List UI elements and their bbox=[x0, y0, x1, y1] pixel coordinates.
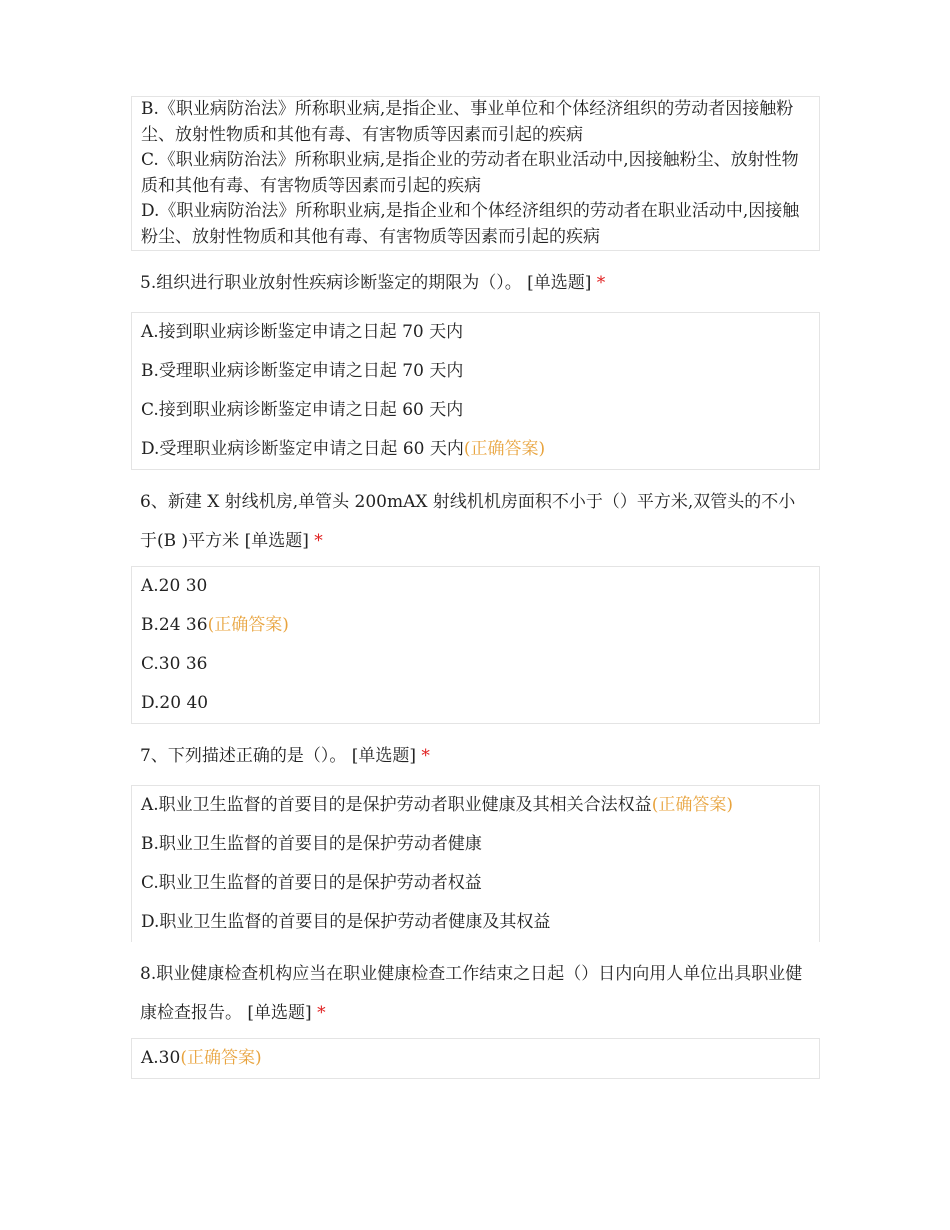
correct-answer-label: (正确答案) bbox=[207, 615, 289, 635]
q7-option-b[interactable]: B.职业卫生监督的首要目的是保护劳动者健康 bbox=[141, 834, 482, 854]
correct-answer-label: (正确答案) bbox=[180, 1048, 262, 1068]
q4-option-b[interactable]: B.《职业病防治法》所称职业病,是指企业、事业单位和个体经济组织的劳动者因接触粉尘、放射性物质和其他有毒、有害物质等因素而引起的疾病 bbox=[141, 99, 794, 145]
q6-option-a[interactable]: A.20 30 bbox=[141, 576, 208, 596]
q5-option-c[interactable]: C.接到职业病诊断鉴定申请之日起 60 天内 bbox=[141, 400, 464, 420]
correct-answer-label: (正确答案) bbox=[651, 795, 733, 815]
q5-option-b[interactable]: B.受理职业病诊断鉴定申请之日起 70 天内 bbox=[141, 361, 464, 381]
correct-answer-label: (正确答案) bbox=[463, 439, 546, 459]
required-mark: * bbox=[421, 746, 430, 766]
q6-option-b[interactable] bbox=[141, 606, 810, 645]
q7-option-a[interactable] bbox=[141, 786, 810, 825]
q5-option-d-text: D.受理职业病诊断鉴定申请之日起 60 天内 bbox=[141, 439, 464, 459]
q8-option-a-text: A.30 bbox=[141, 1048, 181, 1068]
q4-option-c[interactable]: C.《职业病防治法》所称职业病,是指企业的劳动者在职业活动中,因接触粉尘、放射性物质和其他有毒、有害物质等因素而引起的疾病 bbox=[141, 150, 799, 196]
q6-option-d[interactable]: D.20 40 bbox=[141, 693, 209, 713]
q7-option-d[interactable]: D.职业卫生监督的首要目的是保护劳动者健康及其权益 bbox=[141, 912, 551, 932]
q6-title bbox=[131, 483, 820, 561]
q5-option-a[interactable]: A.接到职业病诊断鉴定申请之日起 70 天内 bbox=[141, 322, 464, 342]
q5-option-d[interactable] bbox=[141, 430, 810, 469]
required-mark: * bbox=[596, 273, 606, 293]
q8-options bbox=[131, 1038, 820, 1079]
q8-title bbox=[131, 955, 820, 1033]
q6-option-c[interactable]: C.30 36 bbox=[141, 654, 208, 674]
q6-option-b-text: B.24 36 bbox=[141, 615, 208, 635]
q7-title bbox=[131, 737, 820, 776]
q8-option-a[interactable] bbox=[141, 1039, 810, 1078]
q5-title bbox=[131, 264, 820, 303]
q4-options bbox=[131, 96, 820, 251]
q7-option-a-text: A.职业卫生监督的首要目的是保护劳动者职业健康及其相关合法权益 bbox=[141, 795, 652, 815]
q5-options bbox=[131, 312, 820, 470]
q6-options bbox=[131, 566, 820, 724]
q7-option-c[interactable]: C.职业卫生监督的首要日的是保护劳动者权益 bbox=[141, 873, 482, 893]
q6-question-text: 6、新建 X 射线机房,单管头 200mAX 射线机机房面积不小于（）平方米,双管头的不小于(B )平方米 [单选题] bbox=[140, 492, 796, 551]
survey-page bbox=[131, 96, 820, 1079]
q7-options bbox=[131, 785, 820, 942]
q4-option-d[interactable]: D.《职业病防治法》所称职业病,是指企业和个体经济组织的劳动者在职业活动中,因接触粉尘、放射性物质和其他有毒、有害物质等因素而引起的疾病 bbox=[141, 201, 800, 247]
q8-question-text: 8.职业健康检查机构应当在职业健康检查工作结束之日起（）日内向用人单位出具职业健康检查报告。 [单选题] bbox=[140, 964, 803, 1023]
q7-question-text: 7、下列描述正确的是（）。 [单选题] bbox=[140, 746, 416, 766]
required-mark: * bbox=[314, 531, 323, 551]
q5-question-text: 5.组织进行职业放射性疾病诊断鉴定的期限为（）。 [单选题] bbox=[140, 273, 592, 293]
required-mark: * bbox=[317, 1003, 326, 1023]
